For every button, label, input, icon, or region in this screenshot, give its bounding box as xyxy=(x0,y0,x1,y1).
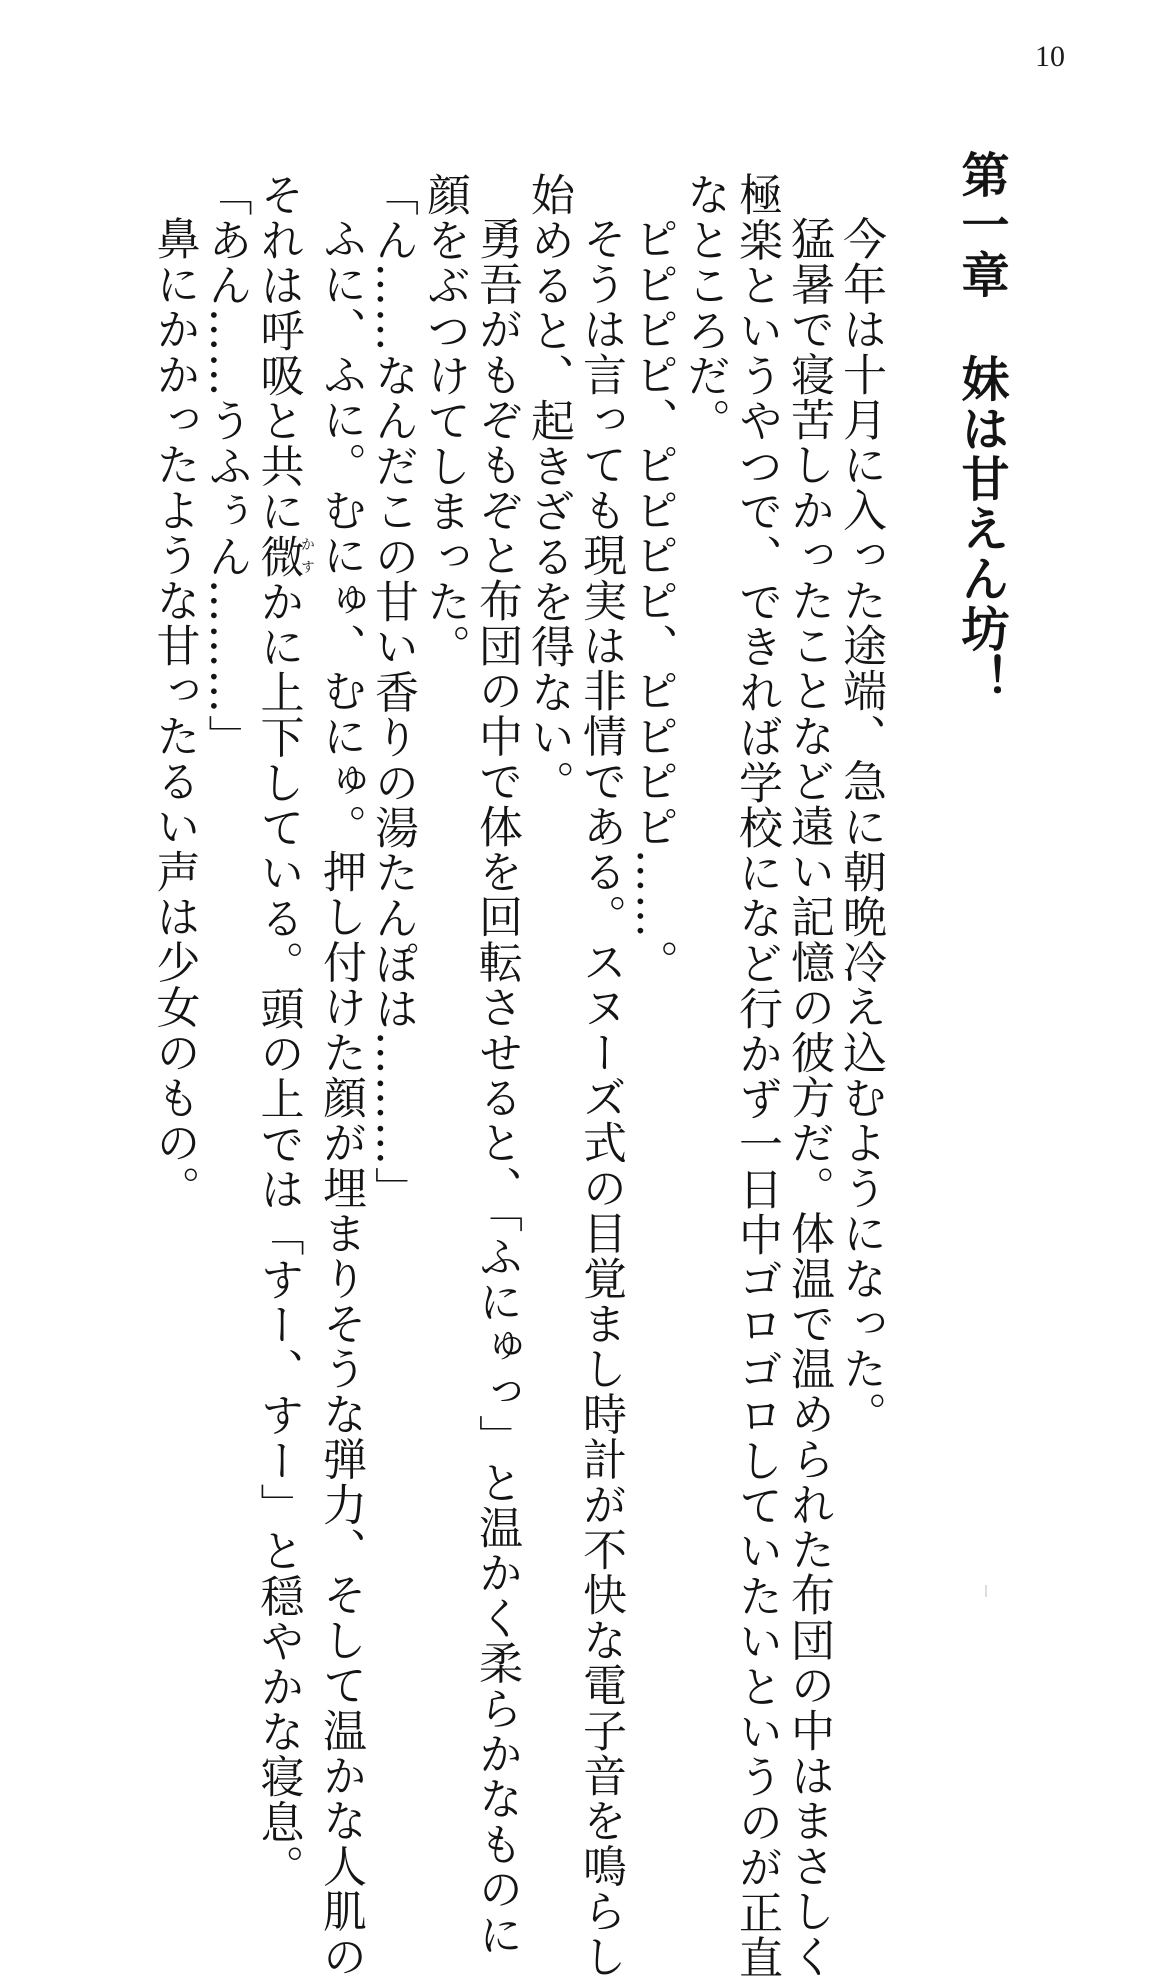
body-line-11 xyxy=(252,172,315,1890)
chapter-heading xyxy=(946,150,1016,704)
page-number: 10 xyxy=(1035,40,1065,73)
furigana-ruby xyxy=(252,533,315,579)
dialogue-line-1: 「ん……なんだこの甘い香りの湯たんぽは………」 xyxy=(367,172,418,1212)
body-line-8: 勇吾がもぞもぞと布団の中で体を回転させると、「ふにゅっ」と温かく柔らかなものに xyxy=(471,216,522,1957)
body-line-7: 始めると、起きざるを得ない。 xyxy=(523,172,574,805)
body-line-3: 極楽というやつで、できれば学校になど行かず一日中ゴロゴロしていたいというのが正直 xyxy=(731,172,782,1980)
dialogue-line-2: 「あん……うふぅん………」 xyxy=(200,172,252,760)
body-line-11-start: それは呼吸と共に xyxy=(252,172,304,534)
page-mark xyxy=(985,1585,987,1597)
body-line-1: 今年は十月に入った途端、急に朝晩冷え込むようになった。 xyxy=(835,216,886,1437)
body-line-11-end: かに上下している。頭の上では「すー、すー」と穏やかな寝息。 xyxy=(252,578,304,1890)
body-line-6: そうは言っても現実は非情である。スヌーズ式の目覚まし時計が不快な電子音を鳴らし xyxy=(575,216,626,1979)
chapter-title: 妹は甘えん坊！ xyxy=(953,354,1009,704)
body-line-12: 鼻にかかったような甘ったるい声は少女のもの。 xyxy=(148,216,200,1211)
body-line-2: 猛暑で寝苦しかったことなど遠い記憶の彼方だ。体温で温められた布団の中はまさしく xyxy=(783,216,834,1979)
body-line-9: 顔をぶつけてしまった。 xyxy=(419,172,470,670)
body-line-10: ふに、ふに。むにゅ、むにゅ。押し付けた顔が埋まりそうな弾力、そして温かな人肌の xyxy=(315,216,366,1979)
furigana-reading: かす xyxy=(299,533,315,579)
furigana-base: 微 xyxy=(252,533,304,579)
chapter-number: 第一章 xyxy=(953,150,1009,300)
novel-text xyxy=(148,172,886,1980)
body-line-5: ピピピピ、ピピピピ、ピピピピ……。 xyxy=(627,216,678,985)
body-line-4: なところだ。 xyxy=(679,172,730,444)
